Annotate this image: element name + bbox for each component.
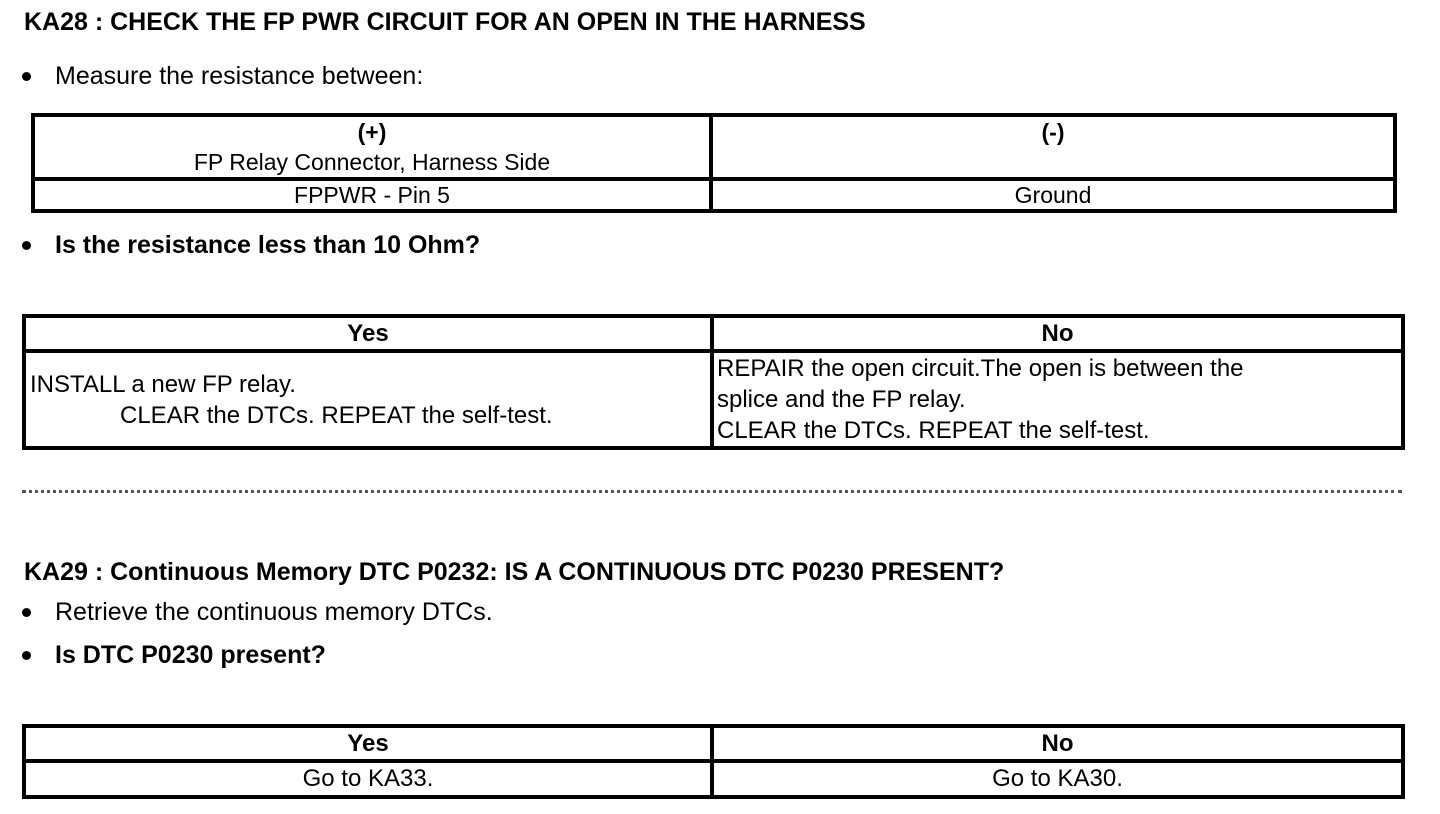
yes-action-line2: CLEAR the DTCs. REPEAT the self-test. bbox=[120, 401, 553, 429]
section-divider bbox=[22, 490, 1402, 493]
ka28-decision-table bbox=[22, 314, 1405, 450]
no-action-line1: REPAIR the open circuit.The open is between the bbox=[717, 355, 1244, 382]
table-row bbox=[24, 726, 1403, 761]
minus-header-cell bbox=[711, 115, 1395, 179]
bullet-icon bbox=[22, 651, 31, 660]
ka28-question-text: Is the resistance less than 10 Ohm? bbox=[55, 231, 481, 259]
plus-subheader: FP Relay Connector, Harness Side bbox=[193, 149, 551, 175]
minus-header: (-) bbox=[1041, 119, 1065, 145]
yes-action-line1: INSTALL a new FP relay. bbox=[30, 370, 296, 398]
ka29-decision-table bbox=[22, 724, 1405, 799]
bullet-icon bbox=[22, 241, 31, 250]
no-header: No bbox=[712, 316, 1403, 351]
table-row bbox=[33, 115, 1395, 179]
table-row bbox=[24, 351, 1403, 448]
table-row bbox=[33, 179, 1395, 211]
yes-action-cell bbox=[24, 351, 712, 448]
ka29-question bbox=[22, 641, 326, 670]
bullet-icon bbox=[22, 608, 31, 617]
ka28-measure-table bbox=[31, 113, 1397, 213]
no-result: Go to KA30. bbox=[712, 761, 1403, 797]
table-row bbox=[24, 316, 1403, 351]
ka28-title: KA28 : CHECK THE FP PWR CIRCUIT FOR AN OPEN IN THE HARNESS bbox=[24, 8, 866, 36]
ka28-instruction bbox=[22, 62, 423, 91]
minus-value: Ground bbox=[711, 179, 1395, 211]
no-action-line2: splice and the FP relay. bbox=[717, 386, 966, 413]
ka28-question bbox=[22, 231, 480, 260]
ka29-instruction-text: Retrieve the continuous memory DTCs. bbox=[55, 598, 493, 626]
ka29-instruction bbox=[22, 598, 493, 627]
yes-header: Yes bbox=[24, 726, 712, 761]
plus-header-cell bbox=[33, 115, 711, 179]
ka28-instruction-text: Measure the resistance between: bbox=[55, 62, 424, 90]
yes-result: Go to KA33. bbox=[24, 761, 712, 797]
plus-header: (+) bbox=[357, 119, 387, 145]
no-header: No bbox=[712, 726, 1403, 761]
table-row bbox=[24, 761, 1403, 797]
plus-value: FPPWR - Pin 5 bbox=[33, 179, 711, 211]
yes-header: Yes bbox=[24, 316, 712, 351]
bullet-icon bbox=[22, 72, 31, 81]
no-action-line3: CLEAR the DTCs. REPEAT the self-test. bbox=[717, 417, 1150, 444]
ka29-question-text: Is DTC P0230 present? bbox=[55, 641, 326, 669]
no-action-cell bbox=[712, 351, 1403, 448]
ka29-title: KA29 : Continuous Memory DTC P0232: IS A CONTINUOUS DTC P0230 PRESENT? bbox=[24, 558, 1005, 586]
